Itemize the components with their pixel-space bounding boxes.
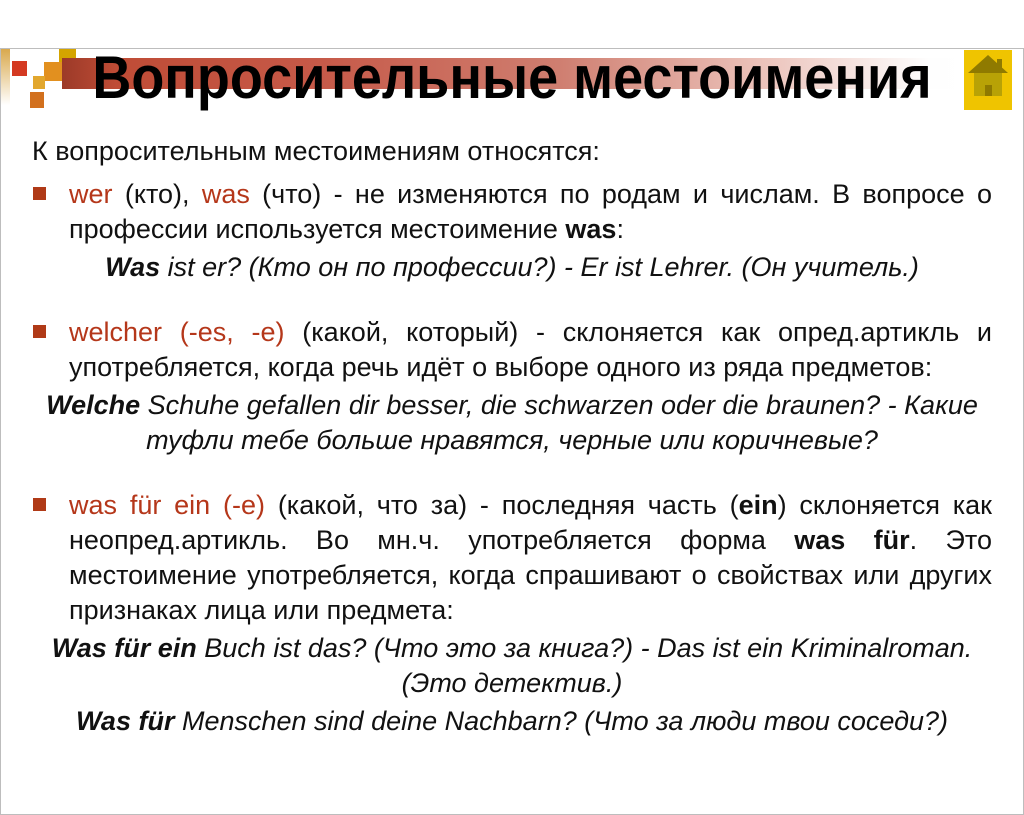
- bullet-item: was für ein (-e) (какой, что за) - последняя часть (ein) склоняется как неопред.артикль. Во мн.ч. употребляется форма was für. Это местоимение употребляется, когда спрашивают о свойствах или других признаках лица или предмета:: [32, 488, 992, 628]
- slide-body: [32, 134, 992, 739]
- page-title: Вопросительные местоимения: [92, 44, 932, 111]
- bullet-block: [32, 488, 992, 739]
- home-icon: [966, 53, 1010, 108]
- bullet-block: [32, 315, 992, 458]
- slide-root: [0, 44, 1024, 815]
- square-bullet-icon: [33, 498, 46, 511]
- corner-gradient-strip: [0, 48, 10, 105]
- bullet-block: [32, 177, 992, 285]
- corner-mosaic-square: [12, 61, 27, 76]
- corner-mosaic-square: [33, 76, 45, 89]
- bullet-item: wer (кто), was (что) - не изменяются по родам и числам. В вопросе о профессии используется местоимение was:: [32, 177, 992, 247]
- corner-mosaic-square: [30, 92, 44, 108]
- example-line: Was für ein Buch ist das? (Что это за книга?) - Das ist ein Kriminalroman. (Это детектив.): [51, 633, 973, 698]
- example-line: Was ist er? (Кто он по профессии?) - Er ist Lehrer. (Он учитель.): [105, 252, 919, 282]
- corner-mosaic-square: [44, 62, 63, 81]
- square-bullet-icon: [33, 325, 46, 338]
- bullet-item: welcher (-es, -e) (какой, который) - склоняется как опред.артикль и употребляется, когда речь идёт о выборе одного из ряда предметов:: [32, 315, 992, 385]
- square-bullet-icon: [33, 187, 46, 200]
- home-button[interactable]: [964, 50, 1012, 110]
- example-line: Was für Menschen sind deine Nachbarn? (Что за люди твои соседи?): [75, 706, 949, 736]
- intro-text: К вопросительным местоимениям относятся:: [32, 136, 600, 166]
- example-line: Welche Schuhe gefallen dir besser, die schwarzen oder die braunen? - Какие туфли тебе больше нравятся, черные или коричневые?: [46, 390, 978, 455]
